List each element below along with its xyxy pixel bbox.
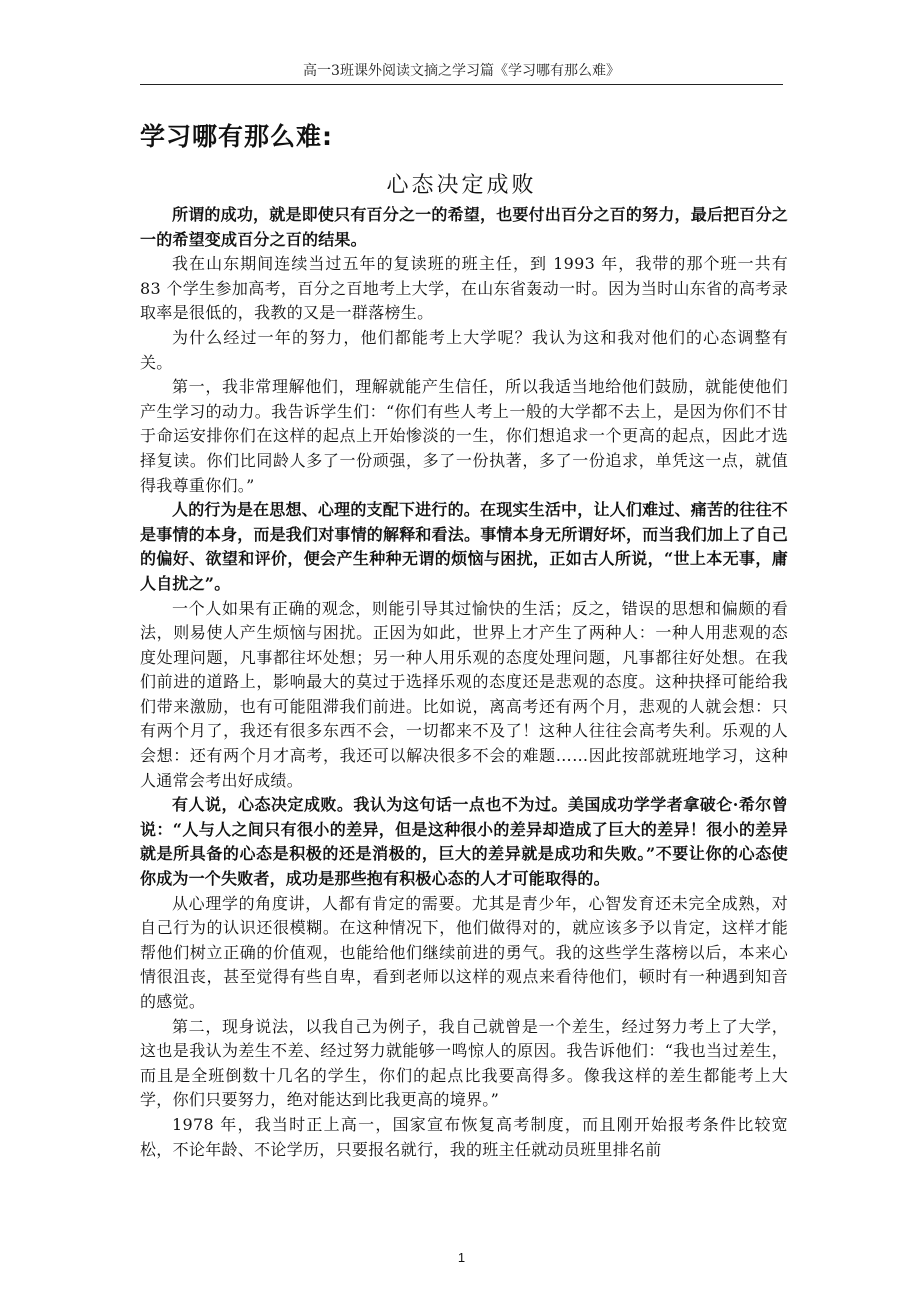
paragraph: 1978 年，我当时正上高一，国家宣布恢复高考制度，而且刚开始报考条件比较宽松，不论年龄、不论学历，只要报名就行，我的班主任就动员班里排名前 <box>140 1114 788 1159</box>
article-subtitle: 心态决定成败 <box>386 173 537 198</box>
paragraph: 人的行为是在思想、心理的支配下进行的。在现实生活中，让人们难过、痛苦的往往不是事情的本身，而是我们对事情的解释和看法。事情本身无所谓好坏，而当我们加上了自己的偏好、欲望和评价，便会产生种种无谓的烦恼与困扰，正如古人所说，“世上本无事，庸人自扰之”。 <box>140 500 789 593</box>
paragraph: 一个人如果有正确的观念，则能引导其过愉快的生活；反之，错误的思想和偏颇的看法，则易使人产生烦恼与困扰。正因为如此，世界上才产生了两种人：一种人用悲观的态度处理问题，凡事都往坏处想；另一种人用乐观的态度处理问题，凡事都往好处想。在我们前进的道路上，影响最大的莫过于选择乐观的态度还是悲观的态度。这种抉择可能给我们带来激励，也有可能阻滞我们前进。比如说，离高考还有两个月，悲观的人就会想：只有两个月了，我还有很多东西不会，一切都来不及了！这种人往往会高考失利。乐观的人会想：还有两个月才高考，我还可以解决很多不会的难题……因此按部就班地学习，这种人通常会考出好成绩。 <box>140 598 788 790</box>
paragraph: 有人说，心态决定成败。我认为这句话一点也不为过。美国成功学学者拿破仑·希尔曾说：“人与人之间只有很小的差异，但是这种很小的差异却造成了巨大的差异！很小的差异就是所具备的心态是积极的还是消极的，巨大的差异就是成功和失败。”不要让你的心态使你成为一个失败者，成功是那些抱有积极心态的人才可能取得的。 <box>140 795 788 889</box>
paragraph: 第二，现身说法，以我自己为例子，我自己就曾是一个差生，经过努力考上了大学，这也是我认为差生不差、经过努力就能够一鸣惊人的原因。我告诉他们：“我也当过差生，而且是全班倒数十几名的学生，你们的起点比我要高得多。像我这样的差生都能考上大学，你们只要努力，绝对能达到比我更高的境界。” <box>140 1016 788 1110</box>
paragraph: 所谓的成功，就是即使只有百分之一的希望，也要付出百分之百的努力，最后把百分之一的希望变成百分之百的结果。 <box>140 205 788 249</box>
paragraph: 从心理学的角度讲，人都有肯定的需要。尤其是青少年，心智发育还未完全成熟，对自己行为的认识还很模糊。在这种情况下，他们做得对的，就应该多予以肯定，这样才能帮他们树立正确的价值观，也能给他们继续前进的勇气。我的这些学生落榜以后，本来心情很沮丧，甚至觉得有些自卑，看到老师以这样的观点来看待他们，顿时有一种遇到知音的感觉。 <box>140 893 788 1011</box>
article-heading: 学习哪有那么难: <box>140 122 333 151</box>
paragraph: 第一，我非常理解他们，理解就能产生信任，所以我适当地给他们鼓励，就能使他们产生学习的动力。我告诉学生们：“你们有些人考上一般的大学都不去上，是因为你们不甘于命运安排你们在这样的起点上开始惨淡的一生，你们想追求一个更高的起点，因此才选择复读。你们比同龄人多了一份顽强，多了一份执著，多了一份追求，单凭这一点，就值得我尊重你们。” <box>140 377 788 495</box>
page-header: 高一3班课外阅读文摘之学习篇《学习哪有那么难》 <box>303 63 620 79</box>
header-rule <box>140 84 783 85</box>
article-body <box>140 203 788 1162</box>
page-number: 1 <box>457 1250 466 1265</box>
paragraph: 我在山东期间连续当过五年的复读班的班主任，到 1993 年，我带的那个班一共有 83 个学生参加高考，百分之百地考上大学，在山东省轰动一时。因为当时山东省的高考录取率是很低的，我教的又是一群落榜生。 <box>140 254 788 323</box>
paragraph: 为什么经过一年的努力，他们都能考上大学呢？我认为这和我对他们的心态调整有关。 <box>140 327 788 372</box>
